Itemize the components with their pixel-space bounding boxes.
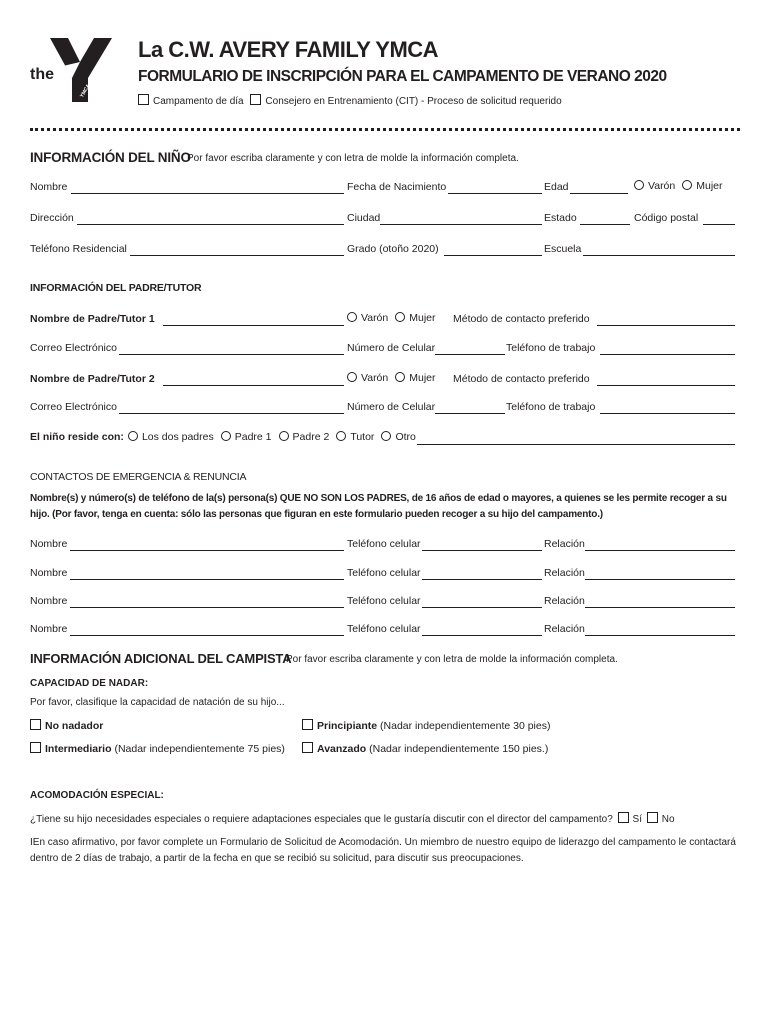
parent1-male-label: Varón bbox=[361, 312, 389, 324]
emergency-relation-label: Relación bbox=[544, 595, 585, 607]
resides-with-label: El niño reside con: bbox=[30, 431, 124, 443]
resides-guardian-radio[interactable] bbox=[336, 431, 346, 441]
page-subtitle: FORMULARIO DE INSCRIPCIÓN PARA EL CAMPAMENTO DE VERANO 2020 bbox=[138, 68, 667, 85]
header-divider bbox=[30, 128, 740, 131]
swim-intermediate-option bbox=[30, 742, 285, 755]
child-zip-label: Código postal bbox=[634, 212, 699, 224]
parent2-female-radio[interactable] bbox=[395, 372, 405, 382]
child-dob-label: Fecha de Nacimiento bbox=[347, 181, 447, 193]
parent2-gender bbox=[347, 372, 436, 384]
parent1-name-field[interactable] bbox=[163, 325, 344, 326]
parent2-name-label: Nombre de Padre/Tutor 2 bbox=[30, 373, 155, 385]
child-home-phone-label: Teléfono Residencial bbox=[30, 243, 127, 255]
parent2-work-phone-field[interactable] bbox=[600, 413, 735, 414]
parent1-email-field[interactable] bbox=[119, 354, 344, 355]
beginner-note: (Nadar independientemente 30 pies) bbox=[380, 720, 551, 732]
beginner-checkbox[interactable] bbox=[302, 719, 313, 730]
child-dob-field[interactable] bbox=[448, 193, 542, 194]
parent2-email-label: Correo Electrónico bbox=[30, 401, 117, 413]
advanced-note: (Nadar independientemente 150 pies.) bbox=[369, 743, 549, 755]
parent2-work-phone-label: Teléfono de trabajo bbox=[506, 401, 596, 413]
emergency-section-heading: CONTACTOS DE EMERGENCIA & RENUNCIA bbox=[30, 471, 247, 483]
accommodation-question-row bbox=[30, 812, 675, 825]
resides-other-field[interactable] bbox=[417, 444, 735, 445]
emergency-cell-label: Teléfono celular bbox=[347, 623, 421, 635]
accommodation-heading: ACOMODACIÓN ESPECIAL: bbox=[30, 790, 164, 801]
child-name-label: Nombre bbox=[30, 181, 68, 193]
emergency-name-label: Nombre bbox=[30, 623, 68, 635]
emergency-name-field[interactable] bbox=[70, 579, 344, 580]
child-gender bbox=[634, 180, 723, 192]
parent1-cell-label: Número de Celular bbox=[347, 342, 436, 354]
advanced-label: Avanzado bbox=[317, 743, 367, 755]
resides-parent1-radio[interactable] bbox=[221, 431, 231, 441]
nonswimmer-label: No nadador bbox=[45, 720, 104, 732]
child-school-label: Escuela bbox=[544, 243, 582, 255]
intermediate-note: (Nadar independientemente 75 pies) bbox=[114, 743, 285, 755]
emergency-relation-label: Relación bbox=[544, 538, 585, 550]
child-address-label: Dirección bbox=[30, 212, 74, 224]
accommodation-no-checkbox[interactable] bbox=[647, 812, 658, 823]
program-options bbox=[138, 94, 562, 107]
child-female-label: Mujer bbox=[696, 180, 723, 192]
emergency-cell-label: Teléfono celular bbox=[347, 567, 421, 579]
emergency-relation-field[interactable] bbox=[585, 579, 735, 580]
child-grade-field[interactable] bbox=[444, 255, 542, 256]
child-address-field[interactable] bbox=[77, 224, 344, 225]
parent1-female-label: Mujer bbox=[409, 312, 436, 324]
emergency-cell-field[interactable] bbox=[422, 607, 542, 608]
swim-instruction: Por favor, clasifique la capacidad de natación de su hijo... bbox=[30, 697, 285, 708]
child-home-phone-field[interactable] bbox=[130, 255, 344, 256]
accommodation-note: IEn caso afirmativo, por favor complete un Formulario de Solicitud de Acomodación. Un miembro de nuestro equipo de liderazgo del campamento le contactará dentro de 2 días de trabajo, a partir de la fecha en que se recibió su solicitud, para discutir sus preocupaciones. bbox=[30, 837, 736, 864]
parent1-male-radio[interactable] bbox=[347, 312, 357, 322]
swim-heading: CAPACIDAD DE NADAR: bbox=[30, 678, 149, 689]
accommodation-yes-label: Sí bbox=[632, 814, 642, 825]
emergency-relation-field[interactable] bbox=[585, 607, 735, 608]
emergency-name-field[interactable] bbox=[70, 635, 344, 636]
child-name-field[interactable] bbox=[71, 193, 344, 194]
emergency-cell-label: Teléfono celular bbox=[347, 595, 421, 607]
resides-with-row bbox=[30, 431, 416, 443]
resides-parent2-label: Padre 2 bbox=[292, 431, 330, 443]
parent1-cell-field[interactable] bbox=[435, 354, 505, 355]
resides-other-label: Otro bbox=[395, 431, 416, 443]
emergency-cell-field[interactable] bbox=[422, 550, 542, 551]
child-male-label: Varón bbox=[648, 180, 676, 192]
emergency-cell-field[interactable] bbox=[422, 579, 542, 580]
intermediate-label: Intermediario bbox=[45, 743, 112, 755]
accommodation-yes-checkbox[interactable] bbox=[618, 812, 629, 823]
accommodation-no-label: No bbox=[661, 814, 675, 825]
emergency-cell-label: Teléfono celular bbox=[347, 538, 421, 550]
child-school-field[interactable] bbox=[583, 255, 735, 256]
emergency-cell-field[interactable] bbox=[422, 635, 542, 636]
swim-advanced-option bbox=[302, 742, 548, 755]
cit-label: Consejero en Entrenamiento (CIT) - Proceso de solicitud requerido bbox=[265, 96, 562, 107]
emergency-name-label: Nombre bbox=[30, 538, 68, 550]
child-zip-field[interactable] bbox=[703, 224, 735, 225]
intermediate-checkbox[interactable] bbox=[30, 742, 41, 753]
resides-both-radio[interactable] bbox=[128, 431, 138, 441]
emergency-name-field[interactable] bbox=[70, 550, 344, 551]
emergency-name-label: Nombre bbox=[30, 595, 68, 607]
additional-section-heading: INFORMACIÓN ADICIONAL DEL CAMPISTA bbox=[30, 651, 292, 666]
cit-checkbox[interactable] bbox=[250, 94, 261, 105]
day-camp-checkbox[interactable] bbox=[138, 94, 149, 105]
resides-parent2-radio[interactable] bbox=[279, 431, 289, 441]
parent1-email-label: Correo Electrónico bbox=[30, 342, 117, 354]
emergency-relation-label: Relación bbox=[544, 623, 585, 635]
parent2-male-label: Varón bbox=[361, 372, 389, 384]
parent1-contact-method-label: Método de contacto preferido bbox=[453, 313, 590, 325]
parent1-contact-method-field[interactable] bbox=[597, 325, 735, 326]
parent1-work-phone-label: Teléfono de trabajo bbox=[506, 342, 596, 354]
logo-the-text: the bbox=[30, 66, 54, 83]
swim-beginner-option bbox=[302, 719, 550, 732]
advanced-checkbox[interactable] bbox=[302, 742, 313, 753]
emergency-name-label: Nombre bbox=[30, 567, 68, 579]
parent2-cell-field[interactable] bbox=[435, 413, 505, 414]
child-section-heading: INFORMACIÓN DEL NIÑO bbox=[30, 150, 191, 165]
child-section-instruction: Por favor escriba claramente y con letra de molde la información completa. bbox=[187, 153, 519, 164]
emergency-relation-field[interactable] bbox=[585, 635, 735, 636]
page-title: La C.W. AVERY FAMILY YMCA bbox=[138, 37, 439, 62]
child-age-label: Edad bbox=[544, 181, 569, 193]
additional-section-instruction: Por favor escriba claramente y con letra de molde la información completa. bbox=[286, 654, 618, 665]
accommodation-question: ¿Tiene su hijo necesidades especiales o requiere adaptaciones especiales que le gustaría discutir con el director del campamento? bbox=[30, 814, 613, 825]
parent2-contact-method-label: Método de contacto preferido bbox=[453, 373, 590, 385]
parent2-contact-method-field[interactable] bbox=[597, 385, 735, 386]
child-city-field[interactable] bbox=[380, 224, 542, 225]
parent2-cell-label: Número de Celular bbox=[347, 401, 436, 413]
emergency-instruction: Nombre(s) y número(s) de teléfono de la(s) persona(s) QUE NO SON LOS PADRES, de 16 años de edad o mayores, a quienes se les permite recoger a su hijo. (Por favor, tenga en cuenta: sólo las personas que figuran en este formulario pueden recoger a su hijo del campamento.) bbox=[30, 493, 727, 520]
parent-section-heading: INFORMACIÓN DEL PADRE/TUTOR bbox=[30, 282, 202, 294]
beginner-label: Principiante bbox=[317, 720, 378, 732]
swim-nonswimmer-option bbox=[30, 719, 103, 732]
child-age-field[interactable] bbox=[570, 193, 628, 194]
child-city-label: Ciudad bbox=[347, 212, 381, 224]
nonswimmer-checkbox[interactable] bbox=[30, 719, 41, 730]
day-camp-label: Campamento de día bbox=[153, 96, 244, 107]
emergency-relation-field[interactable] bbox=[585, 550, 735, 551]
child-state-label: Estado bbox=[544, 212, 577, 224]
parent2-email-field[interactable] bbox=[119, 413, 344, 414]
child-grade-label: Grado (otoño 2020) bbox=[347, 243, 439, 255]
emergency-relation-label: Relación bbox=[544, 567, 585, 579]
parent1-gender bbox=[347, 312, 436, 324]
logo-ymca-text: YMCA bbox=[79, 83, 92, 99]
parent2-name-field[interactable] bbox=[163, 385, 344, 386]
child-male-radio[interactable] bbox=[634, 180, 644, 190]
resides-other-radio[interactable] bbox=[381, 431, 391, 441]
resides-both-label: Los dos padres bbox=[141, 431, 214, 443]
resides-parent1-label: Padre 1 bbox=[234, 431, 272, 443]
parent1-work-phone-field[interactable] bbox=[600, 354, 735, 355]
parent2-male-radio[interactable] bbox=[347, 372, 357, 382]
child-state-field[interactable] bbox=[580, 224, 630, 225]
emergency-name-field[interactable] bbox=[70, 607, 344, 608]
parent1-female-radio[interactable] bbox=[395, 312, 405, 322]
parent1-name-label: Nombre de Padre/Tutor 1 bbox=[30, 313, 155, 325]
child-female-radio[interactable] bbox=[682, 180, 692, 190]
resides-guardian-label: Tutor bbox=[350, 431, 375, 443]
parent2-female-label: Mujer bbox=[409, 372, 436, 384]
